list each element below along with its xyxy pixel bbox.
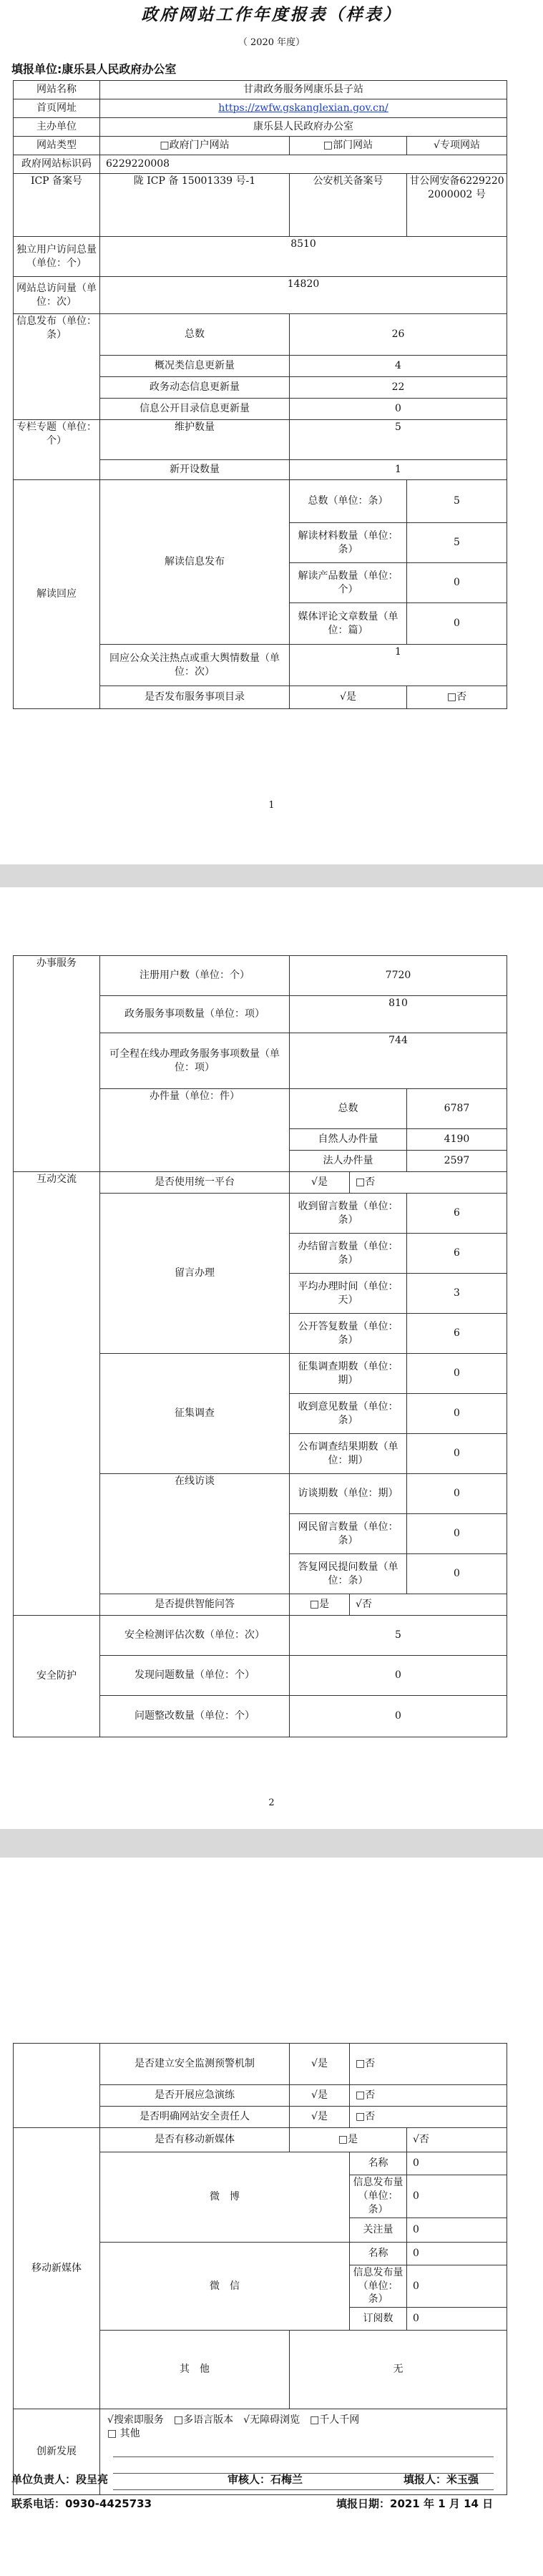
site-id-value: 6229220008 [100, 155, 507, 174]
other-value: 无 [290, 2331, 507, 2409]
sec-checks-value: 5 [290, 1616, 507, 1656]
sec-mech-label: 是否建立安全监测预警机制 [100, 2044, 290, 2085]
interpret-total-value: 5 [407, 480, 507, 523]
info-overview-label: 概况类信息更新量 [100, 356, 290, 377]
weibo-followers-label: 关注量 [350, 2218, 407, 2242]
pv-value: 14820 [100, 277, 507, 314]
site-type-department: □部门网站 [290, 137, 407, 155]
service-item-no: □否 [407, 686, 507, 709]
innovation-options: √搜索即服务 □多语言版本 √无障碍浏览 □千人千网 [107, 2414, 360, 2426]
wechat-subs-label: 订阅数 [350, 2308, 407, 2331]
site-name-label: 网站名称 [14, 81, 100, 99]
contact-phone: 联系电话：0930-4425733 [11, 2497, 152, 2510]
reg-users-label: 注册用户数（单位：个） [100, 956, 290, 996]
page-number-1: 1 [268, 800, 275, 811]
sec-person-label: 是否明确网站安全责任人 [100, 2107, 290, 2128]
report-page-1 [0, 0, 543, 864]
interpret-label: 解读回应 [14, 480, 100, 709]
innovation-label: 创新发展 [14, 2409, 100, 2495]
report-table-part-2 [13, 955, 507, 1737]
handled-legal-label: 法人办件量 [290, 1151, 407, 1172]
survey-opinions-label: 收到意见数量（单位：条） [290, 1394, 407, 1434]
report-table-part-3 [13, 2043, 507, 2495]
response-label: 回应公众关注热点或重大舆情数量（单位：次） [100, 645, 290, 686]
weibo-posts-value: 0 [407, 2175, 507, 2218]
service-item-yes: √是 [290, 686, 407, 709]
site-type-special: √专项网站 [407, 137, 507, 155]
response-value: 1 [290, 645, 507, 686]
special-maintain-label: 维护数量 [100, 420, 290, 460]
wechat-posts-label: 信息发布量（单位：条） [350, 2265, 407, 2308]
survey-results-label: 公布调查结果期数（单位：期） [290, 1434, 407, 1474]
site-name-value: 甘肃政务服务网康乐县子站 [100, 81, 507, 99]
msg-days-value: 3 [407, 1274, 507, 1314]
site-type-portal: □政府门户网站 [100, 137, 290, 155]
page-number-2: 2 [268, 1797, 275, 1808]
interpret-media-label: 媒体评论文章数量（单位：篇） [290, 603, 407, 645]
sec-drill-no: □否 [350, 2085, 507, 2107]
weibo-label: 微 博 [100, 2152, 350, 2243]
service-item-label: 是否发布服务事项目录 [100, 686, 290, 709]
mobile-no: √否 [407, 2128, 507, 2152]
info-total-label: 总数 [100, 314, 290, 356]
online-items-value: 744 [290, 1033, 507, 1089]
info-catalog-label: 信息公开目录信息更新量 [100, 399, 290, 420]
sec-fixed-label: 问题整改数量（单位：个） [100, 1696, 290, 1737]
interpret-pub-label: 解读信息发布 [100, 480, 290, 645]
uv-label: 独立用户访问总量（单位：个） [14, 237, 100, 277]
icp-value: 陇 ICP 备 15001339 号-1 [100, 174, 290, 237]
interview-periods-label: 访谈期数（单位：期） [290, 1474, 407, 1514]
interview-label: 在线访谈 [100, 1474, 290, 1594]
sponsor-label: 主办单位 [14, 118, 100, 137]
special-maintain-value: 5 [290, 420, 507, 460]
mobile-yes: □是 [290, 2128, 407, 2152]
survey-opinions-value: 0 [407, 1394, 507, 1434]
sec-mech-no: □否 [350, 2044, 507, 2085]
sec-checks-label: 安全检测评估次数（单位：次） [100, 1616, 290, 1656]
sec-blank-cell [14, 2044, 100, 2128]
survey-periods-value: 0 [407, 1354, 507, 1394]
wechat-name-value: 0 [407, 2242, 507, 2265]
site-type-label: 网站类型 [14, 137, 100, 155]
survey-results-value: 0 [407, 1434, 507, 1474]
interpret-product-label: 解读产品数量（单位：个） [290, 563, 407, 603]
handled-total-value: 6787 [407, 1089, 507, 1129]
weibo-followers-value: 0 [407, 2218, 507, 2242]
info-label: 信息发布（单位：条） [14, 314, 100, 420]
msg-public-value: 6 [407, 1314, 507, 1354]
smart-qa-yes: □是 [290, 1594, 350, 1616]
interpret-material-label: 解读材料数量（单位：条） [290, 523, 407, 563]
info-overview-value: 4 [290, 356, 507, 377]
special-label: 专栏专题（单位：个） [14, 420, 100, 480]
security-label: 安全防护 [14, 1616, 100, 1737]
survey-label: 征集调查 [100, 1354, 290, 1474]
special-new-value: 1 [290, 460, 507, 480]
handled-legal-value: 2597 [407, 1151, 507, 1172]
homepage-link[interactable]: https://zwfw.gskanglexian.gov.cn/ [218, 102, 388, 114]
fill-date: 填报日期：2021 年 1 月 14 日 [336, 2497, 494, 2510]
sec-fixed-value: 0 [290, 1696, 507, 1737]
sec-found-label: 发现问题数量（单位：个） [100, 1656, 290, 1696]
police-value: 甘公网安备62292202000002 号 [407, 174, 507, 237]
service-label: 办事服务 [14, 956, 100, 1172]
wechat-posts-value: 0 [407, 2265, 507, 2308]
filler: 填报人：米玉强 [403, 2473, 479, 2486]
info-news-label: 政务动态信息更新量 [100, 377, 290, 399]
icp-label: ICP 备案号 [14, 174, 100, 237]
handled-natural-label: 自然人办件量 [290, 1129, 407, 1151]
site-id-label: 政府网站标识码 [14, 155, 100, 174]
info-catalog-value: 0 [290, 399, 507, 420]
innovation-other: □ 其他 [107, 2428, 140, 2440]
interview-periods-value: 0 [407, 1474, 507, 1514]
mobile-label: 是否有移动新媒体 [100, 2128, 290, 2152]
msg-done-value: 6 [407, 1234, 507, 1274]
unified-yes: √是 [290, 1172, 350, 1194]
sec-mech-yes: √是 [290, 2044, 350, 2085]
online-items-label: 可全程在线办理政务服务事项数量（单位：项） [100, 1033, 290, 1089]
weibo-posts-label: 信息发布量（单位：条） [350, 2175, 407, 2218]
smart-qa-no: √否 [350, 1594, 507, 1616]
msg-days-label: 平均办理时间（单位：天） [290, 1274, 407, 1314]
reg-users-value: 7720 [290, 956, 507, 996]
interview-questions-value: 0 [407, 1514, 507, 1554]
interpret-total-label: 总数（单位：条） [290, 480, 407, 523]
interact-label: 互动交流 [14, 1172, 100, 1616]
report-table-part-1 [13, 80, 507, 709]
pv-label: 网站总访问量（单位：次） [14, 277, 100, 314]
handled-natural-value: 4190 [407, 1129, 507, 1151]
wechat-label: 微 信 [100, 2242, 350, 2331]
handled-total-label: 总数 [290, 1089, 407, 1129]
wechat-subs-value: 0 [407, 2308, 507, 2331]
uv-value: 8510 [100, 237, 507, 277]
sec-found-value: 0 [290, 1656, 507, 1696]
handled-label: 办件量（单位：件） [100, 1089, 290, 1172]
message-label: 留言办理 [100, 1194, 290, 1354]
media-label: 移动新媒体 [14, 2128, 100, 2409]
msg-received-value: 6 [407, 1194, 507, 1234]
page-separator [0, 864, 543, 887]
report-year: （ 2020 年度） [238, 37, 305, 48]
interpret-material-value: 5 [407, 523, 507, 563]
special-new-label: 新开设数量 [100, 460, 290, 480]
unified-no: □否 [350, 1172, 507, 1194]
survey-periods-label: 征集调查期数（单位：期） [290, 1354, 407, 1394]
sec-person-yes: √是 [290, 2107, 350, 2128]
homepage-label: 首页网址 [14, 99, 100, 118]
msg-public-label: 公开答复数量（单位：条） [290, 1314, 407, 1354]
info-news-value: 22 [290, 377, 507, 399]
interview-questions-label: 网民留言数量（单位：条） [290, 1514, 407, 1554]
interpret-media-value: 0 [407, 603, 507, 645]
msg-received-label: 收到留言数量（单位：条） [290, 1194, 407, 1234]
interpret-product-value: 0 [407, 563, 507, 603]
sec-drill-yes: √是 [290, 2085, 350, 2107]
other-label: 其 他 [100, 2331, 290, 2409]
interview-answers-label: 答复网民提问数量（单位：条） [290, 1554, 407, 1594]
weibo-name-value: 0 [407, 2152, 507, 2175]
items-label: 政务服务事项数量（单位：项） [100, 996, 290, 1033]
page-separator [0, 1829, 543, 1858]
police-label: 公安机关备案号 [290, 174, 407, 237]
interview-answers-value: 0 [407, 1554, 507, 1594]
sponsor-value: 康乐县人民政府办公室 [100, 118, 507, 137]
items-value: 810 [290, 996, 507, 1033]
filing-unit: 填报单位:康乐县人民政府办公室 [11, 62, 177, 76]
weibo-name-label: 名称 [350, 2152, 407, 2175]
sec-person-no: □否 [350, 2107, 507, 2128]
smart-qa-label: 是否提供智能问答 [100, 1594, 290, 1616]
info-total-value: 26 [290, 314, 507, 356]
sec-drill-label: 是否开展应急演练 [100, 2085, 290, 2107]
report-title: 政府网站工作年度报表（样表） [141, 5, 402, 24]
msg-done-label: 办结留言数量（单位：条） [290, 1234, 407, 1274]
unified-label: 是否使用统一平台 [100, 1172, 290, 1194]
reviewer: 审核人：石梅兰 [228, 2473, 303, 2486]
innovation-blank-line [113, 2442, 494, 2457]
wechat-name-label: 名称 [350, 2242, 407, 2265]
unit-leader: 单位负责人：段呈亮 [11, 2473, 109, 2486]
